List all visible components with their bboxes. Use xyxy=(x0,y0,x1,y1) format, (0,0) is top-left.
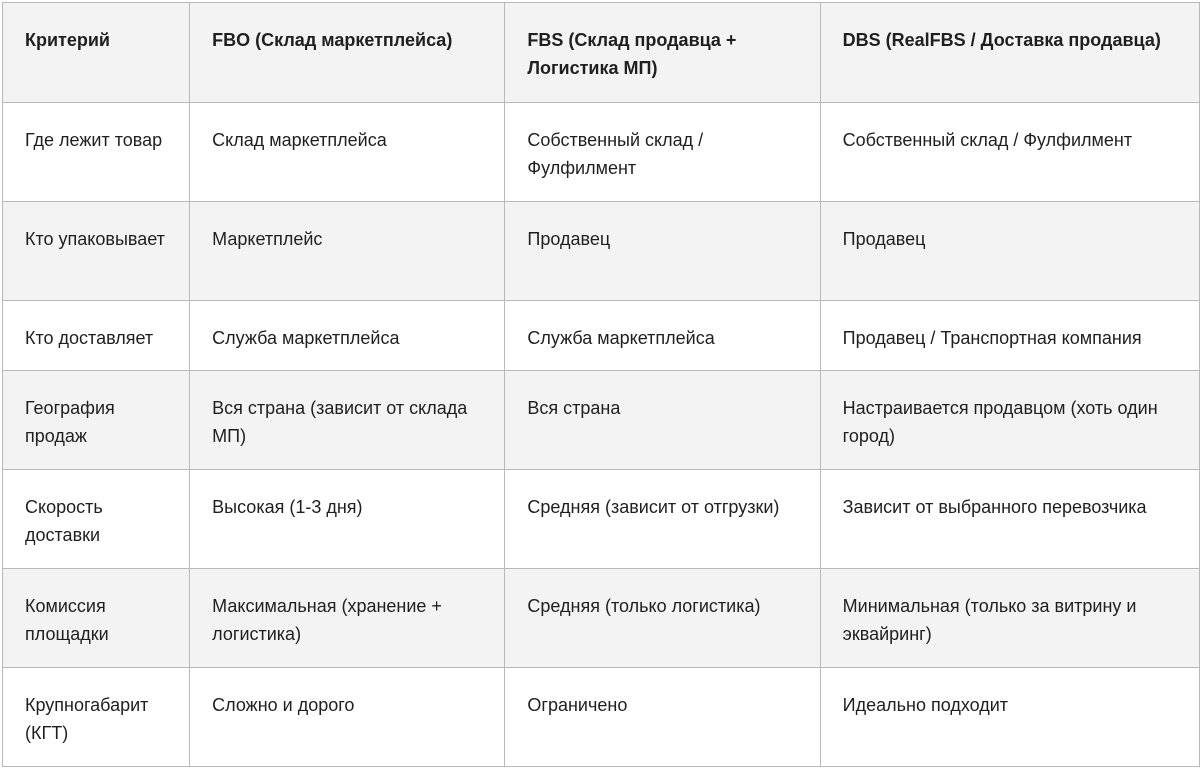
cell-fbs: Вся страна xyxy=(505,371,820,470)
table-row xyxy=(3,668,1200,767)
table-row xyxy=(3,301,1200,371)
cell-dbs: Продавец xyxy=(820,202,1199,301)
cell-dbs: Продавец / Транспортная компания xyxy=(820,301,1199,371)
cell-criterion: Скорость доставки xyxy=(3,470,190,569)
table-row xyxy=(3,569,1200,668)
cell-criterion: Где лежит товар xyxy=(3,103,190,202)
cell-fbo: Служба маркетплейса xyxy=(190,301,505,371)
table-header xyxy=(3,3,1200,103)
cell-fbs: Продавец xyxy=(505,202,820,301)
cell-fbo: Склад маркетплейса xyxy=(190,103,505,202)
cell-fbo: Высокая (1-3 дня) xyxy=(190,470,505,569)
cell-criterion: Крупногабарит (КГТ) xyxy=(3,668,190,767)
header-row xyxy=(3,3,1200,103)
header-fbo: FBO (Склад маркетплейса) xyxy=(190,3,505,103)
table-row xyxy=(3,103,1200,202)
cell-dbs: Зависит от выбранного перевозчика xyxy=(820,470,1199,569)
cell-fbs: Служба маркетплейса xyxy=(505,301,820,371)
table-body xyxy=(3,103,1200,767)
cell-fbs: Средняя (только логистика) xyxy=(505,569,820,668)
cell-fbs: Средняя (зависит от отгрузки) xyxy=(505,470,820,569)
header-criterion: Критерий xyxy=(3,3,190,103)
cell-fbo: Вся страна (зависит от склада МП) xyxy=(190,371,505,470)
cell-fbo: Маркетплейс xyxy=(190,202,505,301)
cell-criterion: Кто упаковывает xyxy=(3,202,190,301)
cell-fbs: Ограничено xyxy=(505,668,820,767)
cell-dbs: Собственный склад / Фулфилмент xyxy=(820,103,1199,202)
cell-criterion: География продаж xyxy=(3,371,190,470)
comparison-table xyxy=(2,2,1200,767)
cell-fbo: Сложно и дорого xyxy=(190,668,505,767)
table-row xyxy=(3,371,1200,470)
cell-criterion: Комиссия площадки xyxy=(3,569,190,668)
table-row xyxy=(3,202,1200,301)
cell-fbo: Максимальная (хранение + логистика) xyxy=(190,569,505,668)
cell-dbs: Идеально подходит xyxy=(820,668,1199,767)
cell-fbs: Собственный склад / Фулфилмент xyxy=(505,103,820,202)
cell-dbs: Минимальная (только за витрину и эквайринг) xyxy=(820,569,1199,668)
cell-dbs: Настраивается продавцом (хоть один город) xyxy=(820,371,1199,470)
table-row xyxy=(3,470,1200,569)
cell-criterion: Кто доставляет xyxy=(3,301,190,371)
header-fbs: FBS (Склад продавца + Логистика МП) xyxy=(505,3,820,103)
header-dbs: DBS (RealFBS / Доставка продавца) xyxy=(820,3,1199,103)
